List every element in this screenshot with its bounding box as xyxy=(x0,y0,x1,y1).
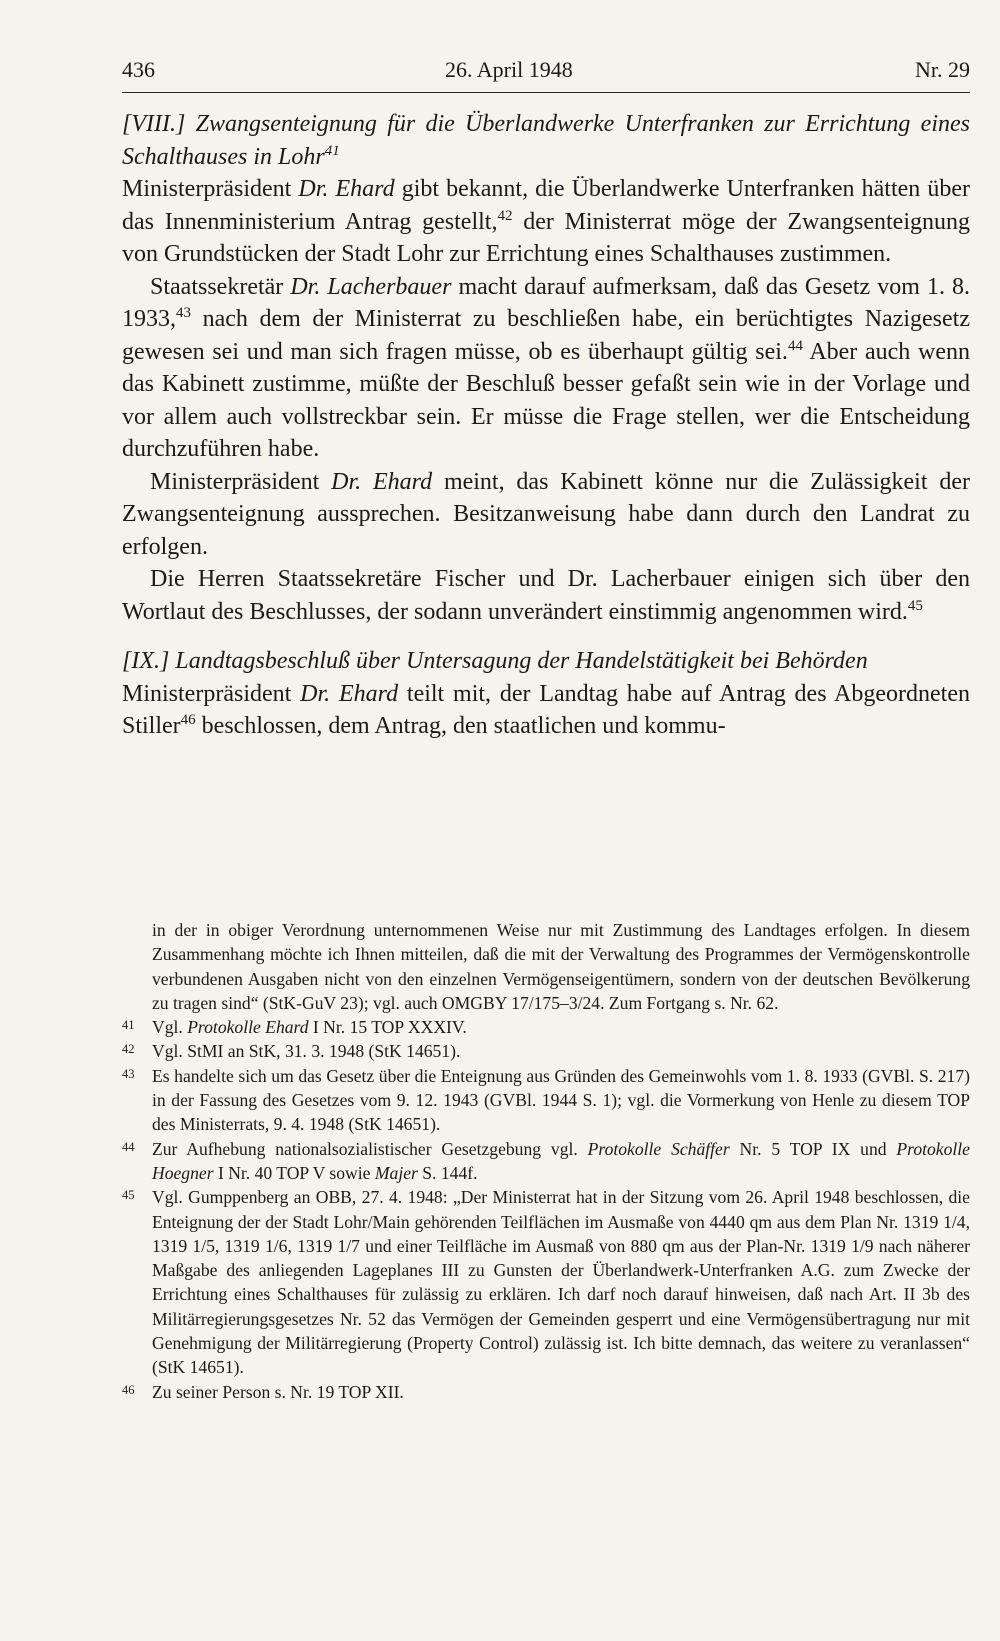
section-label: [IX.] xyxy=(122,648,170,674)
section-title: Landtagsbeschluß über Untersagung der Handelstätigkeit bei Behörden xyxy=(175,648,868,674)
text-run: Majer xyxy=(374,1162,418,1183)
footnote-number: 42 xyxy=(122,1042,135,1057)
footnote-42 xyxy=(122,1039,970,1063)
footnote-45 xyxy=(122,1185,970,1379)
footnote-continuation: in der in obiger Verordnung unternommenen Weise nur mit Zustimmung des Landtages erfolgen. In diesem Zusammenhang möchte ich Ihnen mitteilen, daß die mit der Verwaltung des Programmes der Vermögenskontrolle verbundenen Ausgaben nicht von den einzelnen Vermögenseigentümern, sondern von der deutschen Bevölkerung zu tragen sind“ (StK-GuV 23); vgl. auch OMGBY 17/175–3/24. Zum Fortgang s. Nr. 62. xyxy=(152,920,970,1013)
footnote-41 xyxy=(122,1015,970,1039)
speaker-name: Ehard xyxy=(335,176,395,202)
speaker-name: Lacherbauer xyxy=(327,273,452,300)
footnote-44 xyxy=(122,1137,970,1186)
footnote-ref: 44 xyxy=(787,337,803,354)
footnote-number: 43 xyxy=(122,1066,135,1081)
text-run: Ministerpräsident xyxy=(122,680,301,707)
section-heading-ix xyxy=(122,645,970,678)
page-number: 436 xyxy=(122,57,155,82)
text-run: I Nr. 15 TOP XXXIV. xyxy=(308,1017,467,1038)
text-run: Es handelte sich um das Gesetz über die Enteignung aus Gründen des Gemeinwohls vom 1. 8. 1933 (GVBl. S. 217) in der Fassung des Gesetzes vom 9. 12. 1943 (GVBl. 1944 S. 1); vgl. die Vormerkung von Henle zu diesem TOP des Ministerrats, 9. 4. 1948 (StK 14651). xyxy=(152,1065,970,1135)
text-run: teilt mit, der Landtag habe auf Antrag des Abgeordneten Stiller xyxy=(122,680,970,739)
text-run: Nr. 5 TOP IX und xyxy=(729,1138,897,1159)
section-label: [VIII.] xyxy=(122,111,186,137)
text-run: Staatssekretär xyxy=(150,273,291,300)
speaker-name: Ehard xyxy=(373,468,433,495)
text-run: Dr. xyxy=(331,468,362,495)
footnote-number: 44 xyxy=(122,1139,135,1154)
main-text xyxy=(122,108,970,743)
text-run: Zu seiner Person s. Nr. 19 TOP XII. xyxy=(152,1381,404,1402)
text-run: Protokolle Schäffer xyxy=(587,1138,730,1159)
footnote-ref: 42 xyxy=(497,207,513,224)
text-run: Zur Aufhebung nationalsozialistischer Gesetzgebung vgl. xyxy=(152,1138,588,1159)
section-heading-viii xyxy=(122,108,970,173)
text-run: der Ministerrat möge der Zwangsenteignung von Grundstücken der Stadt Lohr zur Errichtung eines Schalthauses zustimmen. xyxy=(122,208,971,267)
text-run: meint, das Kabinett könne nur die Zulässigkeit der Zwangsenteignung aussprechen. Besitzanweisung habe dann durch den Landrat zu erfolgen. xyxy=(122,468,970,560)
header-date: 26. April 1948 xyxy=(445,57,573,82)
text-run: Dr. xyxy=(290,273,321,300)
text-run: Vgl. Gumppenberg an OBB, 27. 4. 1948: „Der Ministerrat hat in der Sitzung vom 26. April 1948 beschlossen, die Enteignung der der Stadt Lohr/Main gehörenden Teilflächen im Ausmaße von 4440 qm aus dem Plan Nr. 1319 1/4, 1319 1/5, 1319 1/6, 1319 1/7 und einer Teilfläche im Ausmaß von 880 qm aus der Plan-Nr. 1319 1/9 nach näherer Maßgabe des anliegenden Lageplanes III zu Gunsten der Überlandwerk-Unterfranken A.G. zum Zwecke der Errichtung eines Schalthauses für zulässig zu erklären. Ich darf noch darauf hinweisen, daß nach Art. II 3b des Militärregierungsgesetzes Nr. 52 das Vermögen der Gemeinden gesperrt und eine Vermögensübertragung nur mit Genehmigung der Militärregierung (Property Control) zulässig ist. Ich bitte demnach, das weitere zu veranlassen“ (StK 14651). xyxy=(152,1187,970,1378)
text-run: Protokolle Hoegner xyxy=(152,1138,970,1183)
footnote-43 xyxy=(122,1064,970,1137)
footnote-46 xyxy=(122,1380,970,1404)
footnote-ref: 41 xyxy=(324,142,340,159)
running-header xyxy=(122,52,970,88)
footnotes xyxy=(122,918,970,1404)
paragraph xyxy=(122,173,970,271)
footnote-number: 46 xyxy=(122,1382,135,1397)
text-run: Ministerpräsident xyxy=(150,468,332,495)
text-run: Vgl. xyxy=(152,1017,188,1038)
text-run: Aber auch wenn das Kabinett zustimme, müßte der Beschluß besser gefaßt sein wie in der Vorlage und vor allem auch vollstreckbar sein. Er müsse die Frage stellen, wer die Entscheidung durchzuführen habe. xyxy=(122,338,970,462)
text-run: Ministerpräsident xyxy=(122,176,299,202)
header-document-number: Nr. 29 xyxy=(915,57,970,82)
footnote-number: 45 xyxy=(122,1188,135,1203)
section-title: Zwangsenteignung für die Überlandwerke Unterfranken zur Errichtung eines Schalthauses in Lohr xyxy=(122,111,970,170)
text-run: Dr. xyxy=(300,680,331,707)
text-run: Dr. xyxy=(298,176,329,202)
footnote-ref: 45 xyxy=(907,597,923,614)
paragraph xyxy=(122,563,970,628)
paragraph xyxy=(122,466,970,564)
footnote-number: 41 xyxy=(122,1018,135,1033)
text-run: Protokolle Ehard xyxy=(187,1017,309,1038)
text-run: S. 144f. xyxy=(417,1162,478,1183)
text-run: Vgl. StMI an StK, 31. 3. 1948 (StK 14651). xyxy=(152,1041,461,1062)
paragraph xyxy=(122,271,970,466)
text-run: Die Herren Staatssekretäre Fischer und Dr. Lacherbauer einigen sich über den Wortlaut des Beschlusses, der sodann unverändert einstimmig angenommen wird. xyxy=(122,566,970,625)
text-run: macht darauf aufmerksam, daß das Gesetz vom 1. 8. 1933, xyxy=(122,273,971,332)
header-rule xyxy=(122,92,970,93)
text-run: gibt bekannt, die Überlandwerke Unterfranken hätten über das Innenministerium Antrag gestellt, xyxy=(122,176,970,235)
speaker-name: Ehard xyxy=(338,680,399,707)
text-run: I Nr. 40 TOP V sowie xyxy=(213,1162,375,1183)
footnote-ref: 46 xyxy=(180,712,196,728)
text-run: beschlossen, dem Antrag, den staatlichen und kommu- xyxy=(195,713,726,739)
text-run: nach dem der Ministerrat zu beschließen habe, ein berüchtigtes Nazigesetz gewesen sei und man sich fragen müsse, ob es überhaupt gültig sei. xyxy=(122,306,970,365)
paragraph xyxy=(122,678,970,743)
footnote-ref: 43 xyxy=(176,305,191,321)
